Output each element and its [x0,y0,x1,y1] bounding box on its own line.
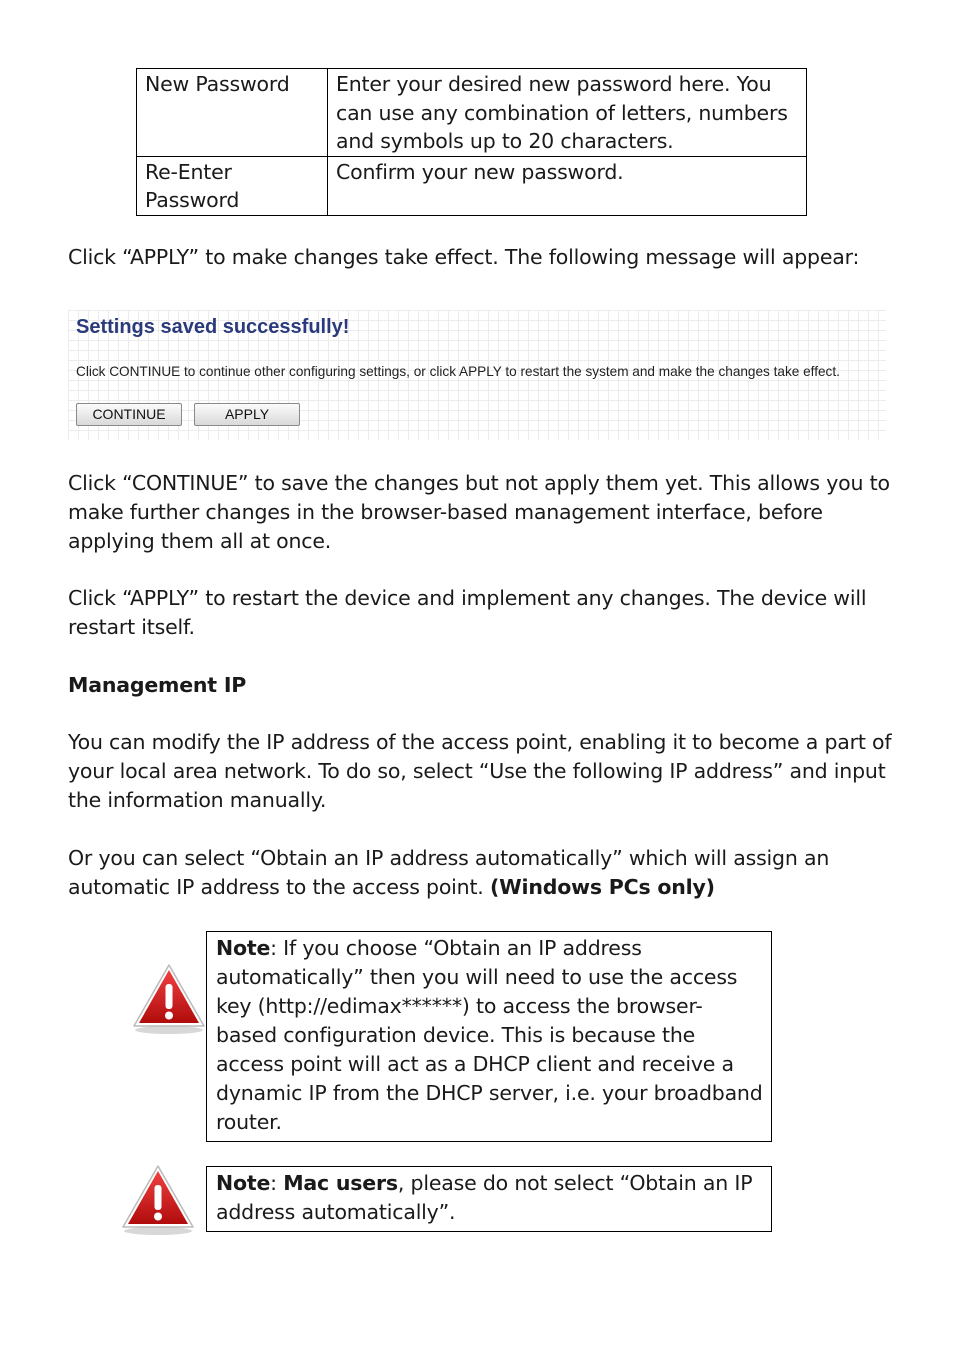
note-label: Note [216,1171,271,1195]
management-ip-paragraph: You can modify the IP address of the access point, enabling it to become a part of your local area network. To do so, select “Use the following IP address” and input the information manually. [68,730,892,812]
table-row [137,156,807,215]
note-dhcp-box [206,931,772,1142]
warning-triangle-icon [120,1163,196,1237]
note-separator: : [270,1171,284,1195]
obtain-ip-paragraph [68,844,898,902]
section-heading: Management IP [68,673,247,697]
settings-saved-panel [68,310,886,440]
table-row [137,69,807,157]
table-cell-description: Enter your desired new password here. You can use any combination of letters, numbers and symbols up to 20 characters. [328,69,807,157]
mac-users-text: Mac users [283,1171,398,1195]
note-mac-box [206,1166,772,1232]
continue-button[interactable]: CONTINUE [76,403,182,426]
apply-paragraph: Click “APPLY” to restart the device and implement any changes. The device will restart itself. [68,586,867,639]
apply-intro-paragraph: Click “APPLY” to make changes take effect. The following message will appear: [68,245,860,269]
password-settings-table [136,68,807,216]
table-cell-field: New Password [137,69,328,157]
obtain-ip-text: Or you can select “Obtain an IP address automatically” which will assign an automatic IP address to the access point. [68,846,830,899]
warning-triangle-icon [131,962,207,1036]
note-text: : If you choose “Obtain an IP address automatically” then you will need to use the access key (http://edimax******) to access the browser-based configuration device. This is because the access point will act as a DHCP client and receive a dynamic IP from the DHCP server, i.e. your broadband router. [216,936,763,1134]
windows-only-text: (Windows PCs only) [489,875,715,899]
table-cell-field: Re-Enter Password [137,156,328,215]
note-label: Note [216,936,271,960]
note-text: , please do not select “Obtain an IP address automatically”. [216,1171,753,1224]
table-cell-description: Confirm your new password. [328,156,807,215]
panel-message: Click CONTINUE to continue other configuring settings, or click APPLY to restart the system and make the changes take effect. [76,364,840,379]
continue-paragraph: Click “CONTINUE” to save the changes but not apply them yet. This allows you to make further changes in the browser-based management interface, before applying them all at once. [68,471,890,553]
panel-title: Settings saved successfully! [76,316,350,338]
apply-button[interactable]: APPLY [194,403,300,426]
